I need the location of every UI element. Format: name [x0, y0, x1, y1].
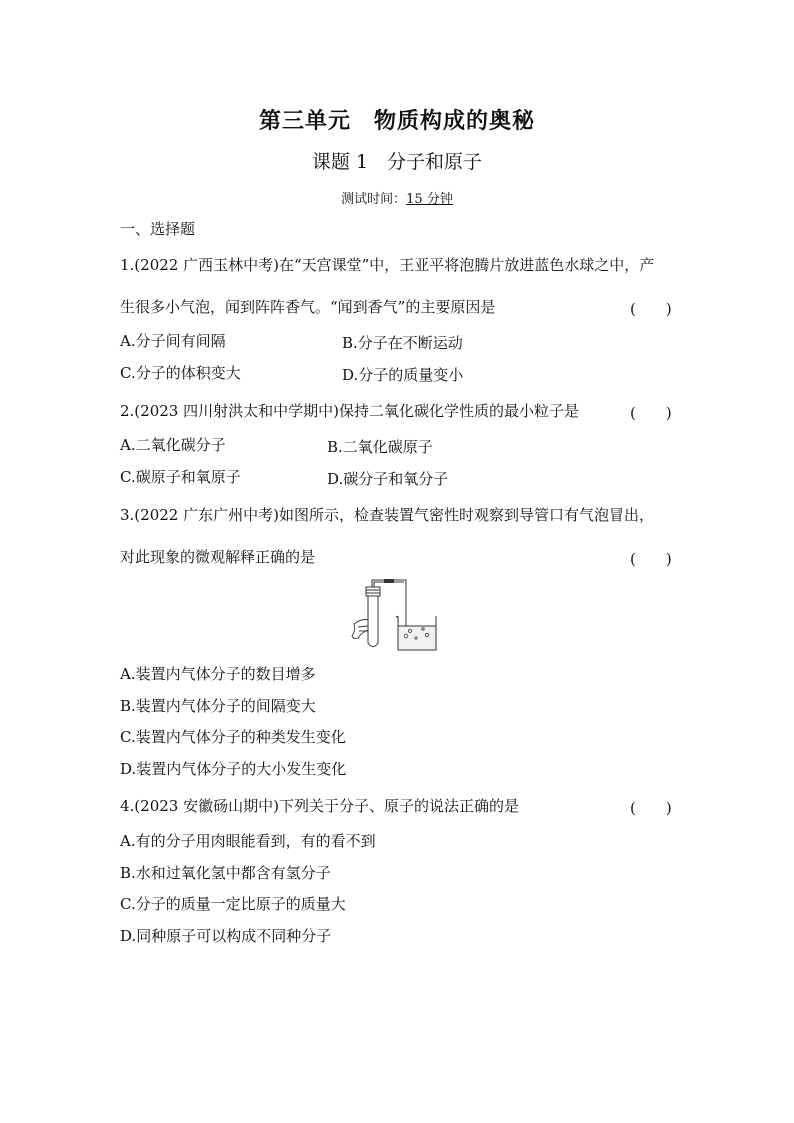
- q2-option-b: B.二氧化碳原子: [327, 438, 433, 456]
- q3-option-d: D.装置内气体分子的大小发生变化: [120, 760, 347, 778]
- q4-option-b: B.水和过氧化氢中都含有氢分子: [120, 864, 331, 882]
- airtightness-apparatus-figure: [350, 578, 442, 652]
- q1-option-b: B.分子在不断运动: [342, 334, 463, 352]
- q3-text-line1: 3.(2022 广东广州中考)如图所示，检查装置气密性时观察到导管口有气泡冒出，: [120, 506, 654, 524]
- section-heading: 一、选择题: [120, 220, 196, 238]
- q3-text-line2: 对此现象的微观解释正确的是: [120, 548, 316, 566]
- q3-option-b: B.装置内气体分子的间隔变大: [120, 697, 316, 715]
- q1-text-line2: 生很多小气泡，闻到阵阵香气。“闻到香气”的主要原因是: [120, 298, 496, 316]
- q2-text-line1: 2.(2023 四川射洪太和中学期中)保持二氧化碳化学性质的最小粒子是: [120, 402, 579, 420]
- hand-icon: [352, 620, 368, 639]
- q2-option-a: A.二氧化碳分子: [120, 436, 226, 454]
- q2-option-d: D.碳分子和氧分子: [327, 470, 449, 488]
- q4-option-d: D.同种原子可以构成不同种分子: [120, 927, 332, 945]
- q3-option-a: A.装置内气体分子的数目增多: [120, 665, 316, 683]
- q1-answer-blank: ( ): [630, 300, 672, 318]
- test-tube-icon: [366, 587, 380, 647]
- q1-option-a: A.分子间有间隔: [120, 332, 226, 350]
- q4-option-a: A.有的分子用肉眼能看到，有的看不到: [120, 832, 376, 850]
- q2-answer-blank: ( ): [630, 404, 672, 422]
- lesson-subtitle: 课题 1 分子和原子: [311, 151, 483, 173]
- q4-text-line1: 4.(2023 安徽砀山期中)下列关于分子、原子的说法正确的是: [120, 797, 519, 815]
- test-time: [0, 188, 794, 207]
- test-time-value: 15 分钟: [406, 192, 453, 207]
- q1-option-c: C.分子的体积变大: [120, 364, 241, 382]
- beaker-icon: [396, 616, 436, 650]
- q3-option-c: C.装置内气体分子的种类发生变化: [120, 728, 346, 746]
- q4-answer-blank: ( ): [630, 799, 672, 817]
- q1-text-line1: 1.(2022 广西玉林中考)在“天宫课堂”中，王亚平将泡腾片放进蓝色水球之中，产: [120, 256, 655, 274]
- page-title: 第三单元 物质构成的奥秘: [258, 108, 535, 134]
- test-time-label: 测试时间：: [341, 192, 407, 207]
- q3-answer-blank: ( ): [630, 550, 672, 568]
- q1-option-d: D.分子的质量变小: [342, 366, 464, 384]
- q2-option-c: C.碳原子和氧原子: [120, 468, 241, 486]
- q4-option-c: C.分子的质量一定比原子的质量大: [120, 895, 346, 913]
